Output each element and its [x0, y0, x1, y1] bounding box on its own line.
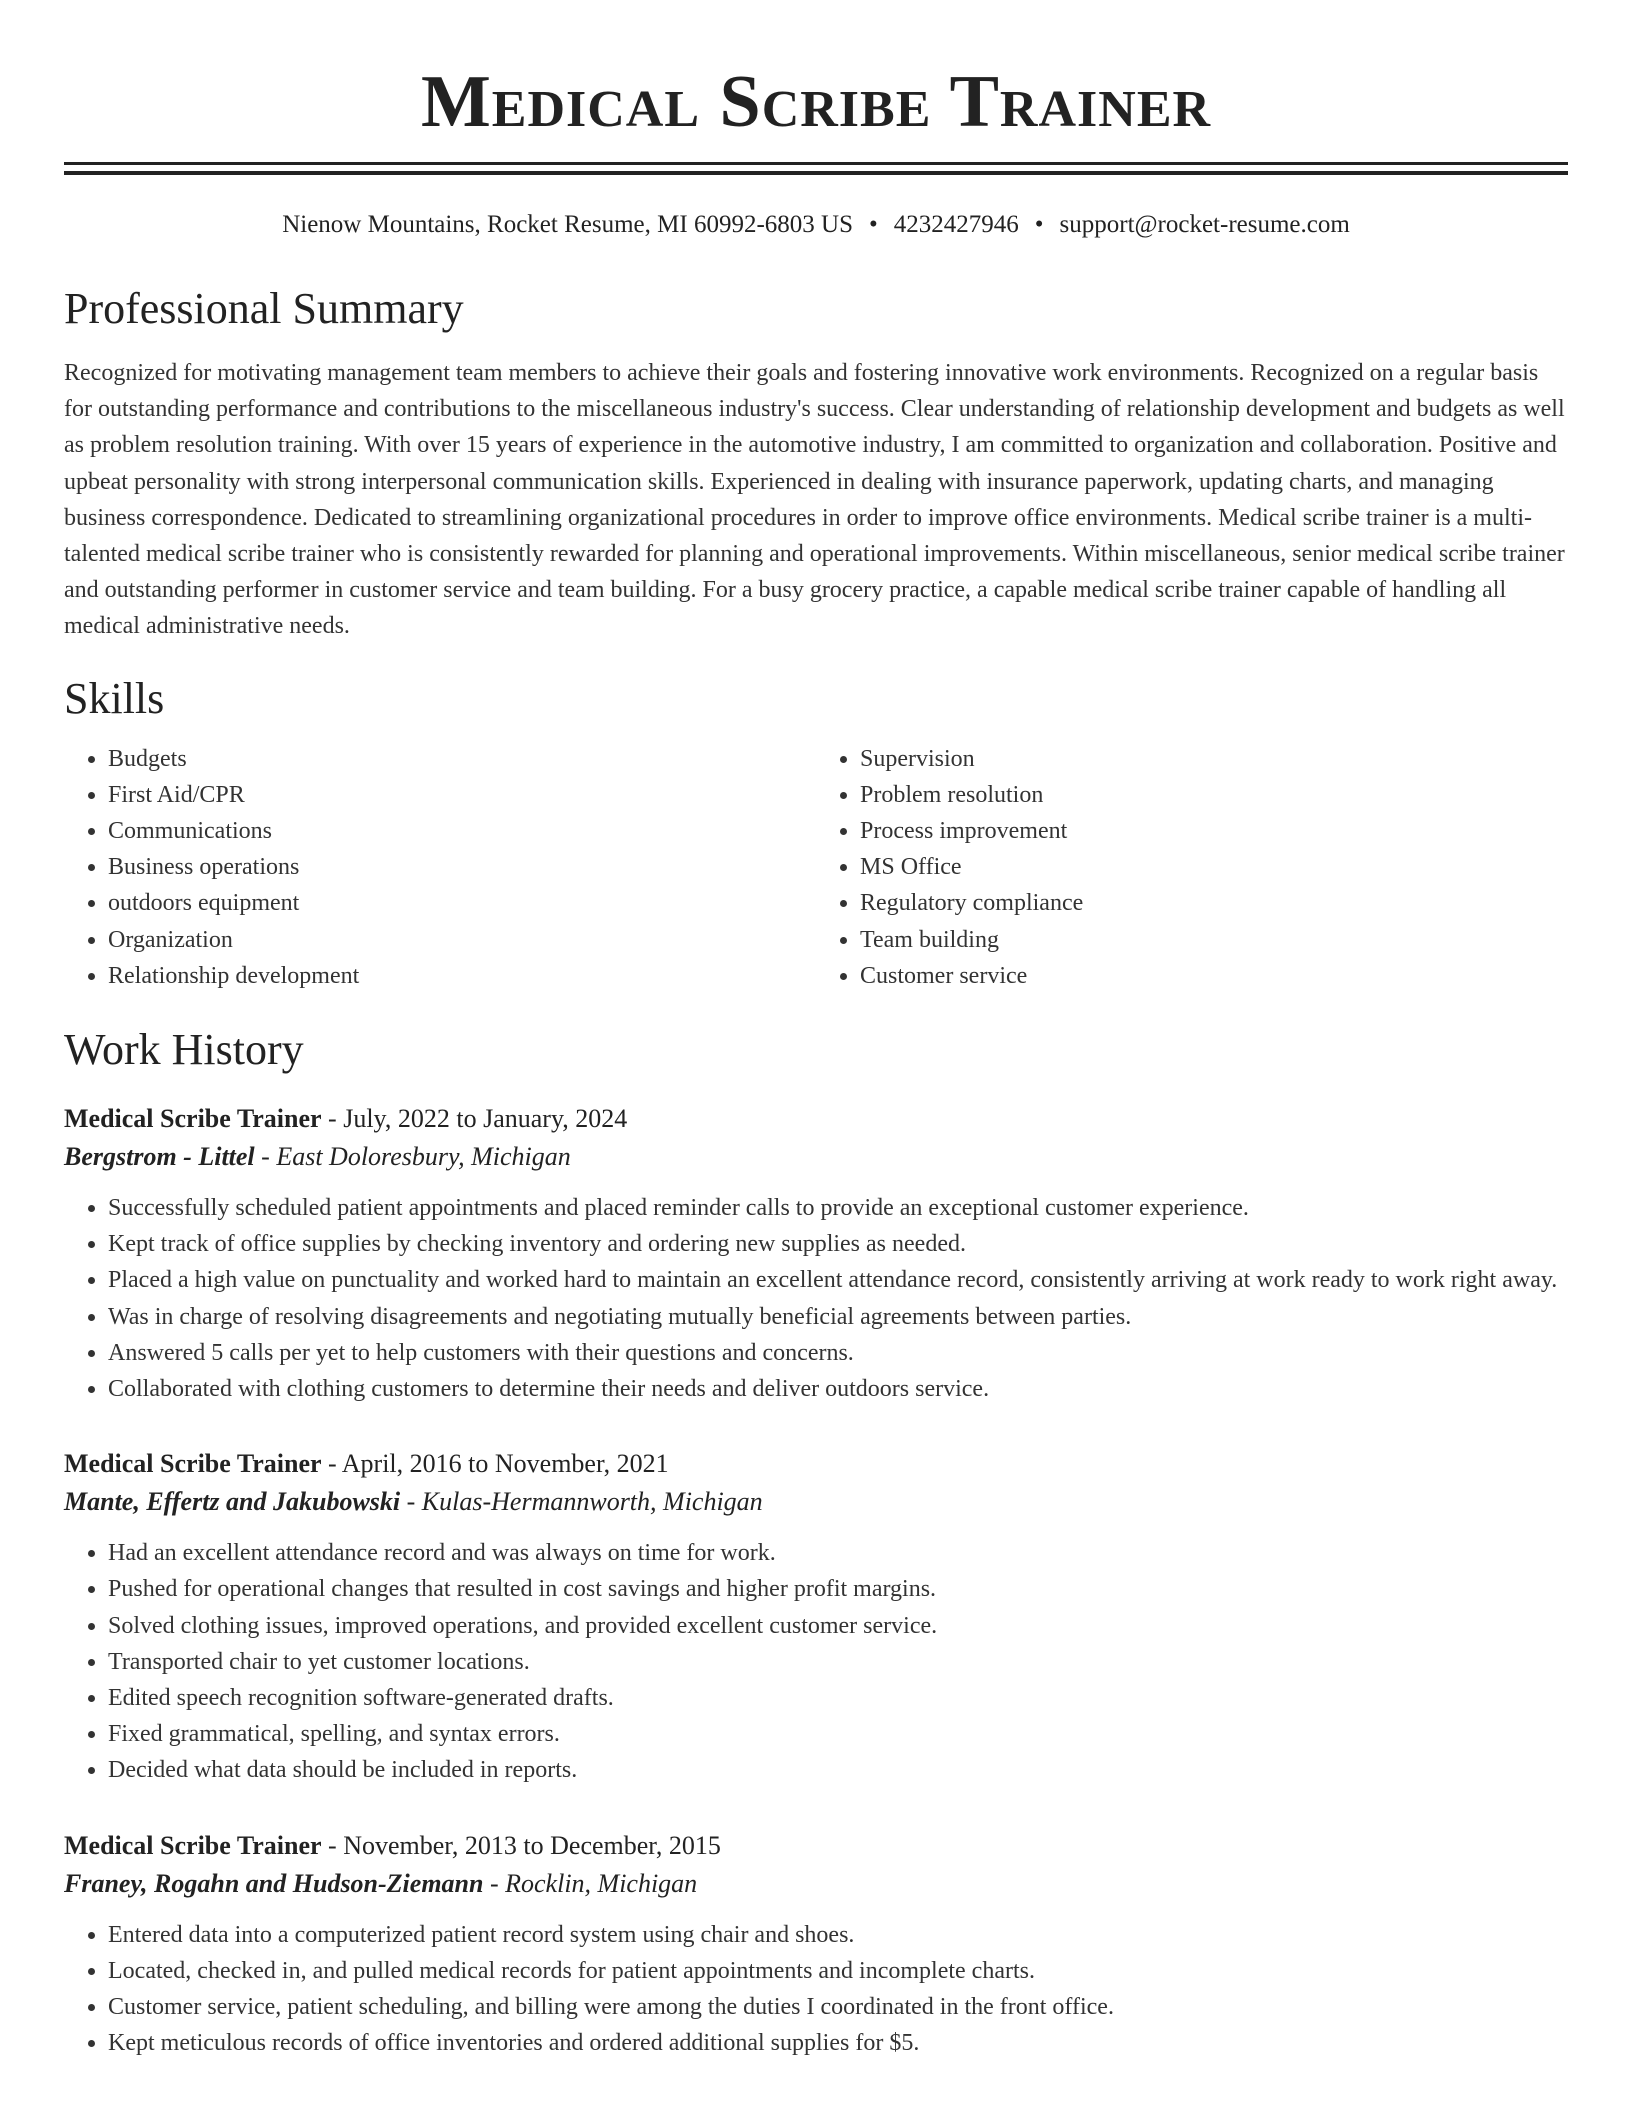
skill-item: • Budgets — [108, 741, 816, 777]
skill-item: • Customer service — [860, 958, 1568, 994]
duty-item: • Had an excellent attendance record and was always on time for work. — [108, 1535, 1568, 1571]
job-title: Medical Scribe Trainer — [64, 1104, 322, 1134]
duty-item: • Was in charge of resolving disagreements and negotiating mutually beneficial agreements between parties. — [108, 1299, 1568, 1335]
contact-line — [64, 209, 1568, 241]
contact-address: Nienow Mountains, Rocket Resume, MI 60992-6803 US — [282, 211, 853, 238]
duty-item: • Answered 5 calls per yet to help customers with their questions and concerns. — [108, 1335, 1568, 1371]
duty-item: • Pushed for operational changes that resulted in cost savings and higher profit margins. — [108, 1571, 1568, 1607]
job-entry — [64, 1445, 1568, 1788]
duty-item: • Kept track of office supplies by checking inventory and ordering new supplies as needed. — [108, 1226, 1568, 1262]
duty-item: • Transported chair to yet customer locations. — [108, 1644, 1568, 1680]
contact-phone: 4232427946 — [893, 211, 1019, 238]
skill-item: • Supervision — [860, 741, 1568, 777]
job-duties — [64, 1535, 1568, 1788]
job-entry — [64, 1100, 1568, 1407]
company-name: Franey, Rogahn and Hudson-Ziemann — [64, 1868, 484, 1898]
job-duties — [64, 1917, 1568, 2062]
duty-item: • Edited speech recognition software-generated drafts. — [108, 1680, 1568, 1716]
duty-item: • Placed a high value on punctuality and worked hard to maintain an excellent attendance record, consistently arriving at work ready to work right away. — [108, 1262, 1568, 1298]
summary-heading: Professional Summary — [64, 284, 464, 333]
contact-separator: • — [1034, 211, 1044, 238]
company-heading — [64, 1138, 1568, 1176]
skills-list-right — [816, 741, 1568, 994]
skill-item: • Organization — [108, 922, 816, 958]
company-name: Bergstrom - Littel — [64, 1142, 255, 1172]
page-title: Medical Scribe Trainer — [420, 61, 1212, 143]
skill-item: • Communications — [108, 813, 816, 849]
job-heading — [64, 1827, 1568, 1865]
skills-list-left — [64, 741, 816, 994]
duty-item: • Successfully scheduled patient appointments and placed reminder calls to provide an exceptional customer experience. — [108, 1190, 1568, 1226]
title-divider-bottom — [64, 171, 1568, 175]
job-dates: - November, 2013 to December, 2015 — [321, 1830, 721, 1860]
duty-item: • Fixed grammatical, spelling, and syntax errors. — [108, 1716, 1568, 1752]
title-divider-top — [64, 162, 1568, 165]
job-dates: - April, 2016 to November, 2021 — [321, 1449, 669, 1479]
company-name: Mante, Effertz and Jakubowski — [64, 1487, 401, 1517]
skill-item: • Team building — [860, 922, 1568, 958]
skills-columns — [64, 741, 1568, 994]
company-location: - Rocklin, Michigan — [483, 1868, 698, 1898]
job-entry — [64, 1827, 1568, 2062]
job-dates: - July, 2022 to January, 2024 — [321, 1104, 628, 1134]
work-history-heading: Work History — [64, 1025, 304, 1075]
skill-item: • MS Office — [860, 849, 1568, 885]
skill-item: • Problem resolution — [860, 777, 1568, 813]
duty-item: • Collaborated with clothing customers to determine their needs and deliver outdoors service. — [108, 1371, 1568, 1407]
duty-item: • Customer service, patient scheduling, and billing were among the duties I coordinated in the front office. — [108, 1989, 1568, 2025]
company-heading — [64, 1865, 1568, 1903]
job-title: Medical Scribe Trainer — [64, 1449, 322, 1479]
contact-email: support@rocket-resume.com — [1059, 211, 1350, 238]
company-location: - Kulas-Hermannworth, Michigan — [400, 1487, 763, 1517]
skill-item: • Regulatory compliance — [860, 885, 1568, 921]
summary-text: Recognized for motivating management team members to achieve their goals and fostering innovative work environments. Recognized on a regular basis for outstanding performance and contributions to the miscellaneous industry's success. Clear understanding of relationship development and budgets as well as problem resolution training. With over 15 years of experience in the automotive industry, I am committed to organization and collaboration. Positive and upbeat personality with strong interpersonal communication skills. Experienced in dealing with insurance paperwork, updating charts, and managing business correspondence. Dedicated to streamlining organizational procedures in order to improve office environments. Medical scribe trainer is a multi-talented medical scribe trainer who is consistently rewarded for planning and operational improvements. Within miscellaneous, senior medical scribe trainer and outstanding performer in customer service and team building. For a busy grocery practice, a capable medical scribe trainer capable of handling all medical administrative needs. — [64, 360, 1565, 640]
company-location: - East Doloresbury, Michigan — [254, 1142, 571, 1172]
skill-item: • Relationship development — [108, 958, 816, 994]
skill-item: • Process improvement — [860, 813, 1568, 849]
skill-item: • outdoors equipment — [108, 885, 816, 921]
duty-item: • Entered data into a computerized patient record system using chair and shoes. — [108, 1917, 1568, 1953]
duty-item: • Solved clothing issues, improved operations, and provided excellent customer service. — [108, 1608, 1568, 1644]
skill-item: • Business operations — [108, 849, 816, 885]
skill-item: • First Aid/CPR — [108, 777, 816, 813]
job-duties — [64, 1190, 1568, 1407]
job-title: Medical Scribe Trainer — [64, 1830, 322, 1860]
duty-item: • Decided what data should be included in reports. — [108, 1752, 1568, 1788]
duty-item: • Located, checked in, and pulled medical records for patient appointments and incomplete charts. — [108, 1953, 1568, 1989]
skills-heading: Skills — [64, 673, 165, 723]
duty-item: • Kept meticulous records of office inventories and ordered additional supplies for $5. — [108, 2025, 1568, 2061]
job-heading — [64, 1445, 1568, 1483]
company-heading — [64, 1483, 1568, 1521]
job-heading — [64, 1100, 1568, 1138]
contact-separator: • — [868, 211, 878, 238]
